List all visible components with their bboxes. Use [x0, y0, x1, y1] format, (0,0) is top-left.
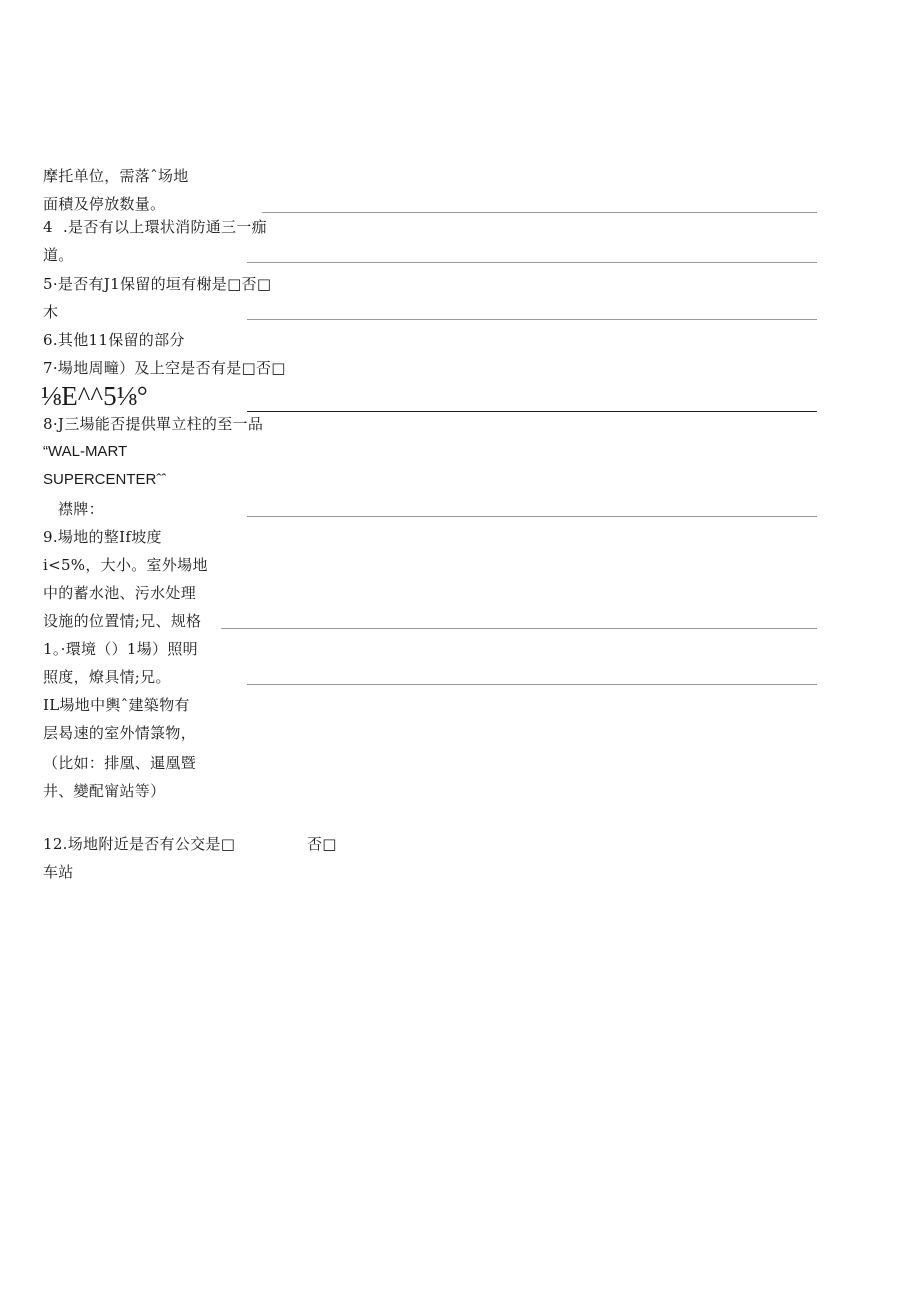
- answer-line-4: [247, 411, 817, 412]
- answer-line-7: [247, 684, 817, 685]
- item-12-line2: 车站: [43, 863, 74, 881]
- item-8-line1: 8·J三場能否提供單立柱的至一品: [43, 415, 264, 433]
- item-8-line3: SUPERCENTERˆˆ: [43, 471, 167, 488]
- item-5-line2: 木: [43, 303, 59, 321]
- answer-line-6: [221, 628, 817, 629]
- item-12-line1: 12.场地附近是否有公交是□: [43, 835, 236, 853]
- item-motorcycle-line2: 面積及停放数量。: [43, 195, 166, 213]
- item-9-line3: 中的蓄水池、污水处理: [43, 584, 197, 602]
- item-10-line2: 照度，燎具情;兄。: [43, 668, 171, 686]
- item-4-line2: 道。: [43, 246, 74, 264]
- item-10-line1: 1。·環境（）1場）照明: [43, 640, 198, 658]
- item-7: 7·場地周疃）及上空是否有是□否□: [43, 359, 286, 377]
- answer-line-5: [247, 516, 817, 517]
- answer-line-1: [262, 212, 817, 213]
- item-8-line4: 襟牌：: [58, 500, 104, 518]
- answer-line-2: [247, 262, 817, 263]
- item-motorcycle-line1: 摩托单位，需落ˆ场地: [43, 167, 189, 185]
- item-11-line4: 井、變配甯站等）: [43, 782, 166, 800]
- item-12-no-option: 否□: [307, 835, 337, 853]
- item-9-line2: i<5%，大小。室外場地: [43, 556, 208, 574]
- item-11-line3: （比如：排凰、暹凰暨: [43, 754, 197, 772]
- garbled-heading: ⅛E^^5⅛°: [41, 381, 148, 411]
- item-6: 6.其他11保留的部分: [43, 331, 185, 349]
- item-9-line4: 设施的位置情;兄、规格: [43, 612, 202, 630]
- item-8-line2: “WAL-MART: [43, 443, 128, 460]
- item-4-line1: 4 .是否有以上環状消防通三一痂: [43, 218, 267, 236]
- item-11-line2: 层曷速的室外情箓物，: [43, 724, 197, 742]
- item-9-line1: 9.場地的整If坡度: [43, 528, 162, 546]
- item-11-line1: IL場地中輿ˆ建築物有: [43, 696, 190, 714]
- answer-line-3: [247, 319, 817, 320]
- item-5-line1: 5·是否有J1保留的垣有榭是□否□: [43, 275, 272, 293]
